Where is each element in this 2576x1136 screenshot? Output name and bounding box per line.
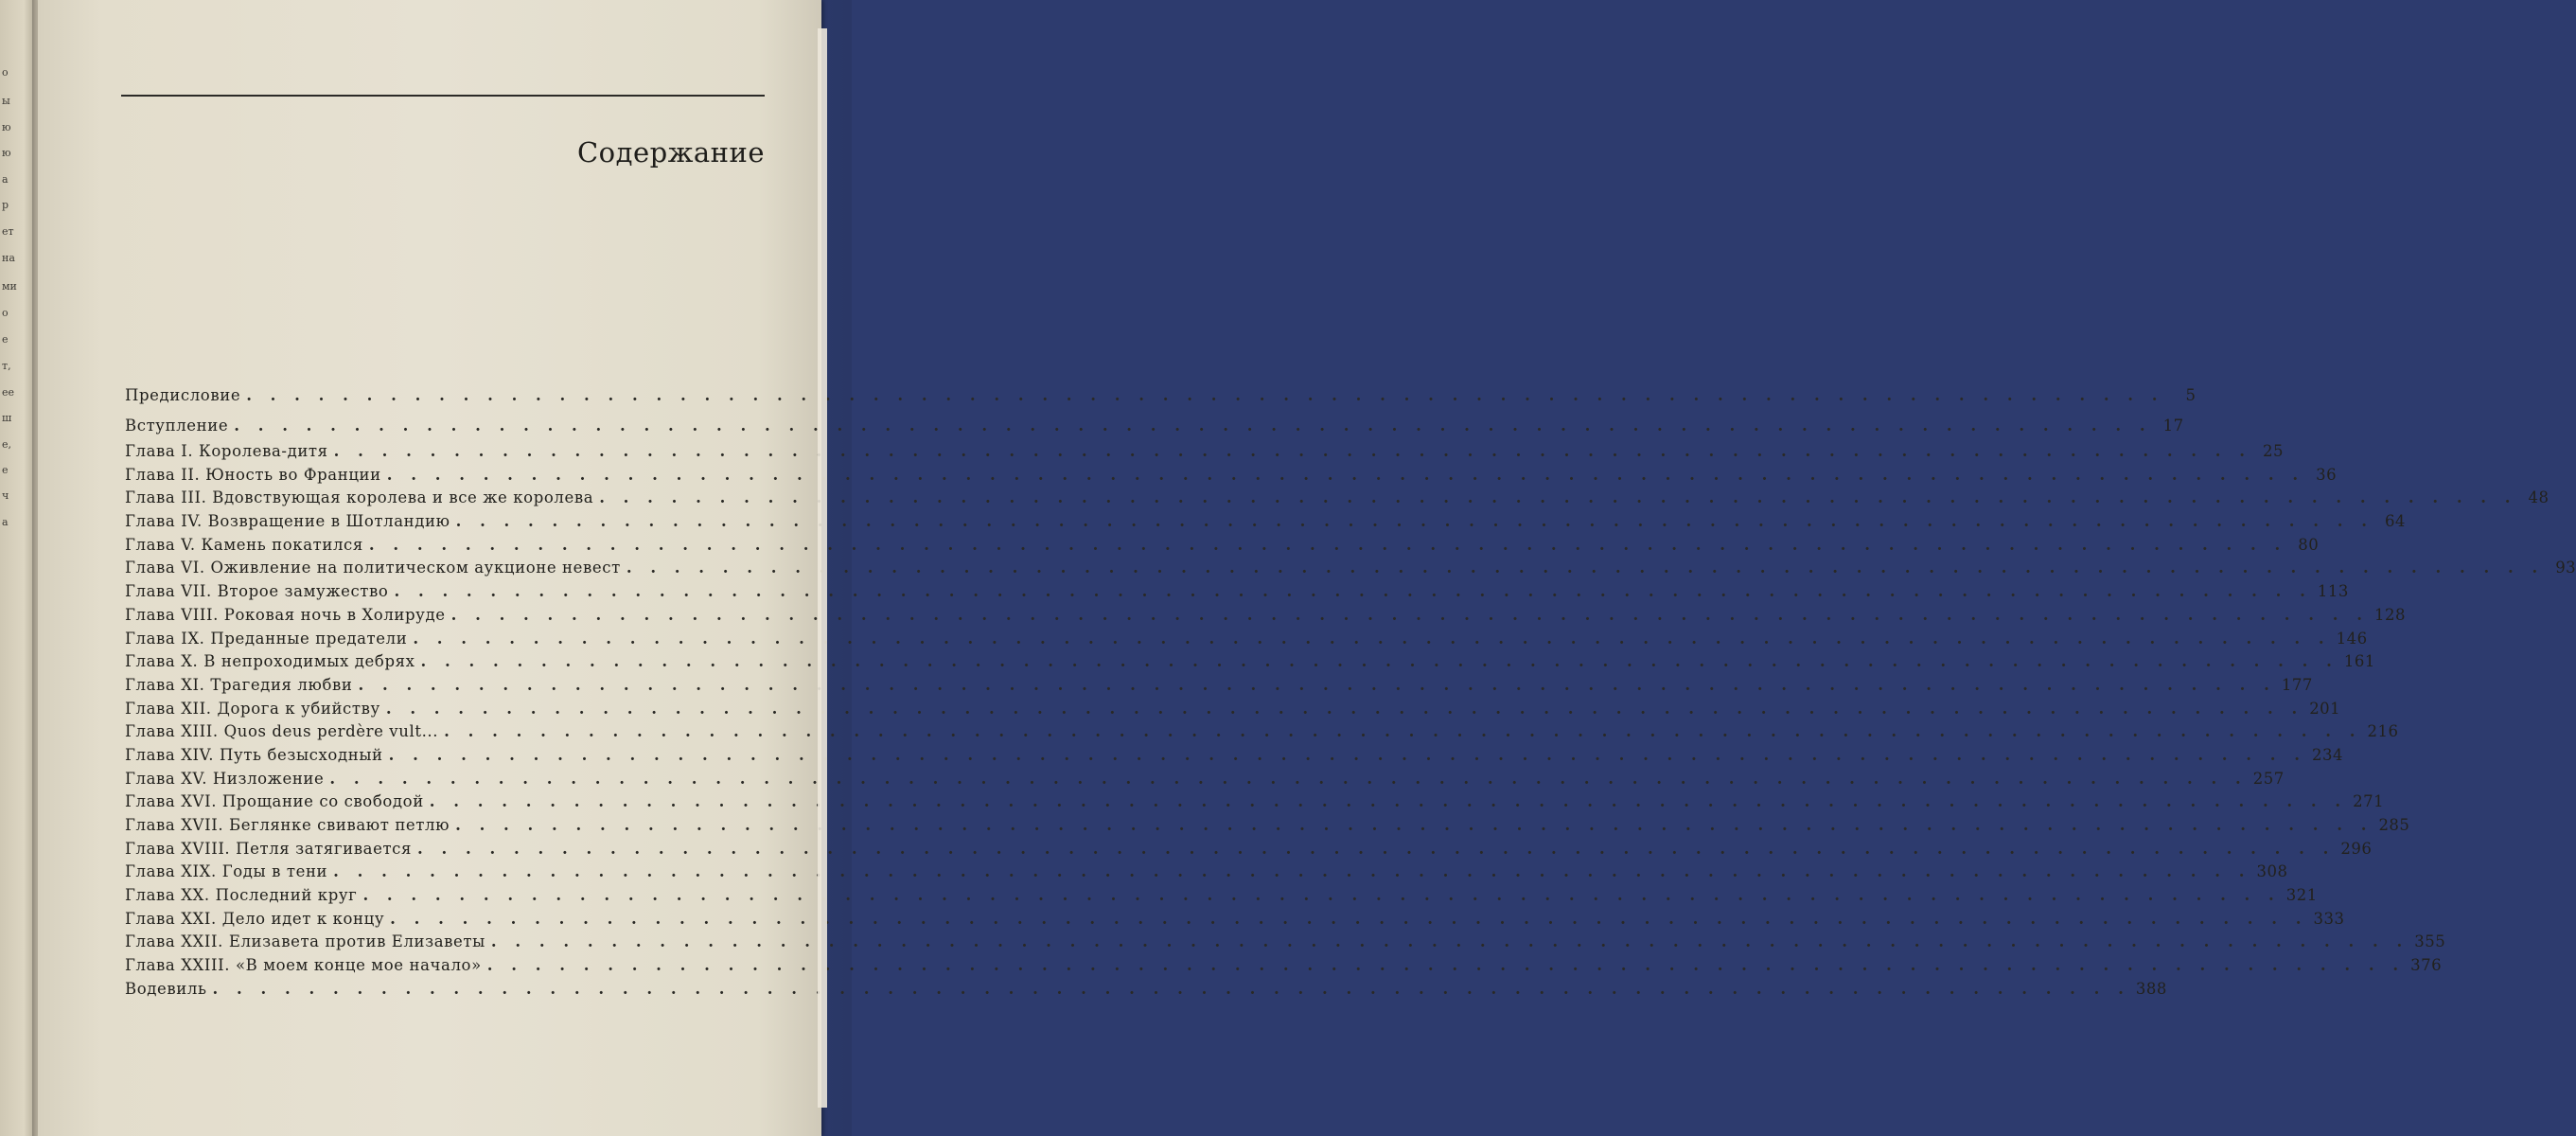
toc-entry-title: Глава IV. Возвращение в Шотландию (125, 512, 450, 531)
toc-entry (125, 605, 2406, 630)
toc-entry (125, 886, 2318, 910)
toc-entry-page-number: 93 (2555, 559, 2576, 577)
previous-page-text-fragment: е (2, 464, 9, 476)
dot-leader (390, 910, 2307, 928)
toc-entry-title: Предисловие (125, 386, 241, 404)
toc-entry-title: Глава XI. Трагедия любви (125, 675, 353, 694)
toc-entry (125, 386, 2197, 417)
toc-entry-page-number: 146 (2336, 629, 2368, 648)
toc-entry-page-number: 271 (2353, 792, 2385, 811)
previous-page-text-fragment: е (2, 333, 9, 346)
toc-entry-title: Глава IX. Преданные предатели (125, 629, 408, 648)
previous-page-text-fragment: ет (2, 225, 14, 238)
dot-leader (491, 932, 2408, 950)
dot-leader (413, 630, 2330, 648)
toc-entry-page-number: 113 (2317, 582, 2349, 601)
toc-entry-page-number: 25 (2263, 442, 2285, 460)
page-stack-edge (818, 28, 827, 1108)
toc-entry-title: Глава XXIII. «В моем конце мое начало» (125, 956, 482, 975)
dot-leader (213, 980, 2130, 998)
dot-leader (487, 956, 2405, 974)
toc-entry (125, 909, 2345, 933)
previous-page-text-fragment: ю (2, 147, 11, 159)
toc-entry-page-number: 64 (2384, 512, 2406, 531)
toc-entry-title: Глава XII. Дорога к убийству (125, 699, 380, 718)
toc-entry (125, 629, 2368, 653)
toc-entry-title: Водевиль (125, 979, 207, 998)
toc-entry-page-number: 388 (2135, 979, 2167, 998)
dot-leader (626, 559, 2544, 577)
toc-entry-page-number: 17 (2162, 417, 2184, 435)
toc-entry-page-number: 161 (2343, 652, 2375, 671)
dot-leader (362, 886, 2280, 904)
toc-entry (125, 745, 2344, 770)
toc-entry-title: Глава XX. Последний круг (125, 886, 358, 905)
toc-entry-title: Глава XXI. Дело идет к концу (125, 909, 385, 928)
toc-entry (125, 417, 2184, 442)
toc-entry (125, 932, 2446, 956)
toc-entry-title: Глава VIII. Роковая ночь в Холируде (125, 605, 446, 624)
previous-page-text-fragment: на (2, 252, 15, 264)
toc-entry-title: Глава XV. Низложение (125, 769, 325, 788)
toc-entry (125, 675, 2313, 700)
previous-page-text-fragment: е, (2, 438, 12, 451)
dot-leader (430, 792, 2347, 810)
previous-page-text-fragment: ш (2, 412, 12, 424)
toc-entry-title: Глава XIII. Quos deus perdère vult... (125, 722, 439, 741)
toc-entry-title: Глава XVIII. Петля затягивается (125, 839, 413, 858)
toc-entry-page-number: 80 (2298, 535, 2320, 554)
dot-leader (333, 862, 2250, 880)
top-rule (121, 95, 765, 97)
dot-leader (599, 488, 2516, 506)
contents-page (38, 0, 2576, 1136)
toc-entry (125, 512, 2406, 536)
previous-page-text-fragment: ы (2, 95, 10, 107)
dot-leader (369, 536, 2286, 554)
previous-page-text-fragment: а (2, 516, 9, 528)
dot-leader (455, 816, 2373, 834)
page-title: Содержание (576, 136, 765, 169)
toc-entry-title: Глава VII. Второе замужество (125, 582, 389, 601)
previous-page-text-fragment: о (2, 66, 9, 79)
toc-entry (125, 465, 2338, 489)
dot-leader (456, 512, 2373, 530)
toc-entry-page-number: 333 (2313, 909, 2345, 928)
toc-entry-title: Глава I. Королева-дитя (125, 442, 328, 460)
dot-leader (358, 676, 2275, 694)
toc-entry (125, 582, 2349, 606)
toc-entry-title: Глава III. Вдовствующая королева и все же королева (125, 488, 594, 507)
previous-page-text-fragment: ми (2, 280, 17, 293)
toc-entry-title: Глава XIX. Годы в тени (125, 862, 328, 881)
toc-entry-title: Вступление (125, 417, 229, 435)
dot-leader (394, 582, 2311, 600)
dot-leader (246, 386, 2163, 404)
toc-entry-page-number: 308 (2256, 862, 2288, 881)
dot-leader (334, 442, 2251, 460)
toc-entry-title: Глава VI. Оживление на политическом аукционе невест (125, 559, 621, 577)
dot-leader (421, 652, 2338, 670)
toc-entry (125, 862, 2288, 886)
previous-page-text-fragment: р (2, 199, 9, 211)
toc-entry-title: Глава XXII. Елизавета против Елизаветы (125, 932, 485, 951)
toc-entry-page-number: 296 (2340, 839, 2373, 858)
previous-page-edge (0, 0, 34, 1136)
dot-leader (386, 700, 2303, 718)
toc-entry (125, 442, 2285, 466)
toc-entry-title: Глава X. В непроходимых дебрях (125, 652, 415, 671)
toc-entry-page-number: 5 (2185, 386, 2197, 404)
dot-leader (444, 722, 2361, 740)
previous-page-text-fragment: ч (2, 489, 9, 502)
toc-entry-title: Глава II. Юность во Франции (125, 465, 381, 484)
toc-entry-page-number: 321 (2285, 886, 2318, 905)
toc-entry (125, 535, 2320, 559)
toc-entry (125, 769, 2285, 793)
toc-entry (125, 839, 2373, 863)
toc-entry (125, 488, 2550, 512)
toc-entry (125, 979, 2167, 1003)
previous-page-text-fragment: ее (2, 386, 15, 399)
toc-entry-page-number: 257 (2252, 769, 2285, 788)
dot-leader (387, 466, 2304, 484)
dot-leader (451, 606, 2369, 624)
dot-leader (417, 840, 2335, 858)
toc-entry (125, 816, 2410, 840)
toc-entry (125, 652, 2375, 676)
toc-entry-title: Глава XVI. Прощание со свободой (125, 792, 424, 811)
toc-entry-page-number: 234 (2312, 745, 2344, 764)
toc-entry-page-number: 376 (2410, 956, 2443, 975)
toc-entry (125, 559, 2576, 582)
toc-entry-page-number: 128 (2373, 605, 2406, 624)
previous-page-text-fragment: т, (2, 360, 11, 372)
toc-entry (125, 699, 2341, 723)
toc-entry-page-number: 216 (2367, 722, 2399, 741)
toc-entry-page-number: 48 (2528, 488, 2550, 507)
dot-leader (234, 417, 2151, 435)
toc-entry-title: Глава V. Камень покатился (125, 535, 363, 554)
toc-entry-title: Глава XVII. Беглянке свивают петлю (125, 816, 450, 834)
toc-entry (125, 956, 2443, 980)
toc-entry-page-number: 355 (2414, 932, 2446, 951)
toc-entry-page-number: 177 (2281, 675, 2313, 694)
toc-entry-page-number: 36 (2316, 465, 2338, 484)
dot-leader (389, 746, 2306, 764)
toc-entry (125, 792, 2385, 816)
table-of-contents (125, 386, 2576, 1003)
dot-leader (329, 770, 2247, 788)
previous-page-text-fragment: а (2, 173, 9, 186)
toc-entry (125, 722, 2399, 746)
toc-entry-title: Глава XIV. Путь безысходный (125, 745, 383, 764)
toc-entry-page-number: 201 (2309, 699, 2341, 718)
previous-page-text-fragment: о (2, 307, 9, 319)
previous-page-text-fragment: ю (2, 121, 11, 133)
toc-entry-page-number: 285 (2378, 816, 2410, 834)
